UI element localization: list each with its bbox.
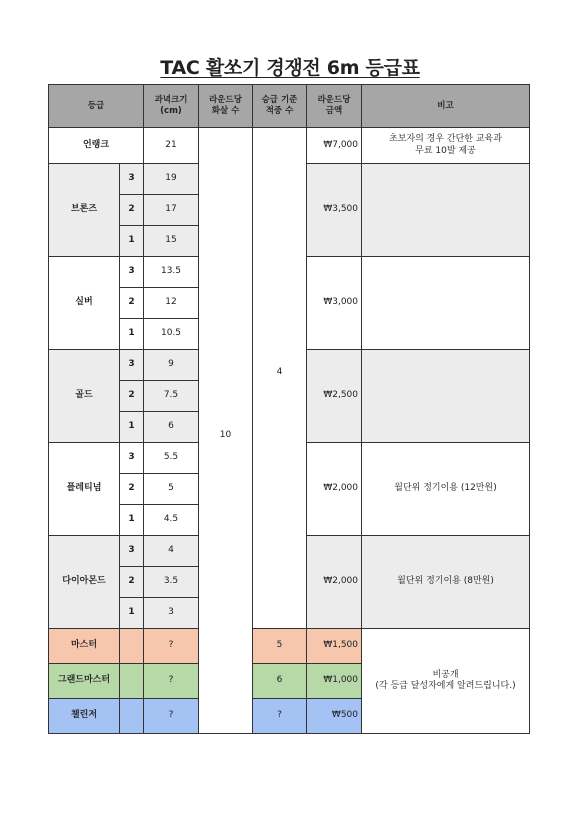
sub-level: 3 [120, 164, 144, 195]
fee: ₩2,000 [307, 443, 362, 536]
target-size: 10.5 [144, 319, 199, 350]
fee: ₩2,000 [307, 536, 362, 629]
grade-name: 마스터 [49, 629, 120, 664]
header-grade: 등급 [49, 85, 144, 128]
sub-level [120, 699, 144, 734]
grade-name: 챌린저 [49, 699, 120, 734]
target-size: 15 [144, 226, 199, 257]
arrows-per-round: 10 [199, 128, 253, 734]
grade-name: 플레티넘 [49, 443, 120, 536]
remarks: 월단위 정기이용 (8만원) [362, 536, 530, 629]
target-size: 9 [144, 350, 199, 381]
target-size: 5.5 [144, 443, 199, 474]
sub-level: 1 [120, 319, 144, 350]
target-size: 4 [144, 536, 199, 567]
target-size: 4.5 [144, 505, 199, 536]
grade-name: 다이아몬드 [49, 536, 120, 629]
remarks [362, 350, 530, 443]
fee: ₩3,000 [307, 257, 362, 350]
sub-level: 2 [120, 288, 144, 319]
table-row [49, 629, 530, 664]
sub-level: 2 [120, 474, 144, 505]
target-size: ? [144, 629, 199, 664]
sub-level: 1 [120, 412, 144, 443]
target-size: 6 [144, 412, 199, 443]
grade-name: 언랭크 [49, 128, 144, 164]
fee: ₩2,500 [307, 350, 362, 443]
remarks: 초보자의 경우 간단한 교육과 무료 10발 제공 [362, 128, 530, 164]
target-size: 3 [144, 598, 199, 629]
sub-level: 3 [120, 536, 144, 567]
sub-level: 2 [120, 381, 144, 412]
sub-level: 1 [120, 226, 144, 257]
promotion-hits: 6 [253, 664, 307, 699]
promotion-hits: 4 [253, 128, 307, 629]
promotion-hits: ? [253, 699, 307, 734]
target-size: 17 [144, 195, 199, 226]
fee: ₩1,500 [307, 629, 362, 664]
header-promotion-hits: 승급 기준 적중 수 [253, 85, 307, 128]
target-size: 3.5 [144, 567, 199, 598]
target-size: ? [144, 664, 199, 699]
target-size: 19 [144, 164, 199, 195]
target-size: ? [144, 699, 199, 734]
sub-level [120, 629, 144, 664]
grade-name: 브론즈 [49, 164, 120, 257]
remarks: 비공개 (각 등급 달성자에게 알려드립니다.) [362, 629, 530, 734]
fee: ₩7,000 [307, 128, 362, 164]
table-header-row [49, 85, 530, 128]
header-remarks: 비고 [362, 85, 530, 128]
sub-level: 3 [120, 350, 144, 381]
target-size: 5 [144, 474, 199, 505]
table-row [49, 128, 530, 164]
remarks: 월단위 정기이용 (12만원) [362, 443, 530, 536]
sub-level: 2 [120, 567, 144, 598]
grade-name: 실버 [49, 257, 120, 350]
grade-name: 그랜드마스터 [49, 664, 120, 699]
fee: ₩500 [307, 699, 362, 734]
header-target-size: 과녁크기 (cm) [144, 85, 199, 128]
sub-level: 3 [120, 257, 144, 288]
page-title: TAC 활쏘기 경쟁전 6m 등급표 [160, 57, 420, 79]
target-size: 13.5 [144, 257, 199, 288]
grade-table [48, 84, 530, 734]
sub-level: 1 [120, 505, 144, 536]
header-arrows-per-round: 라운드당 화살 수 [199, 85, 253, 128]
remarks [362, 257, 530, 350]
remarks [362, 164, 530, 257]
grade-name: 골드 [49, 350, 120, 443]
fee: ₩3,500 [307, 164, 362, 257]
sub-level [120, 664, 144, 699]
target-size: 21 [144, 128, 199, 164]
header-fee-per-round: 라운드당 금액 [307, 85, 362, 128]
sub-level: 2 [120, 195, 144, 226]
sub-level: 3 [120, 443, 144, 474]
sub-level: 1 [120, 598, 144, 629]
fee: ₩1,000 [307, 664, 362, 699]
target-size: 12 [144, 288, 199, 319]
promotion-hits: 5 [253, 629, 307, 664]
target-size: 7.5 [144, 381, 199, 412]
